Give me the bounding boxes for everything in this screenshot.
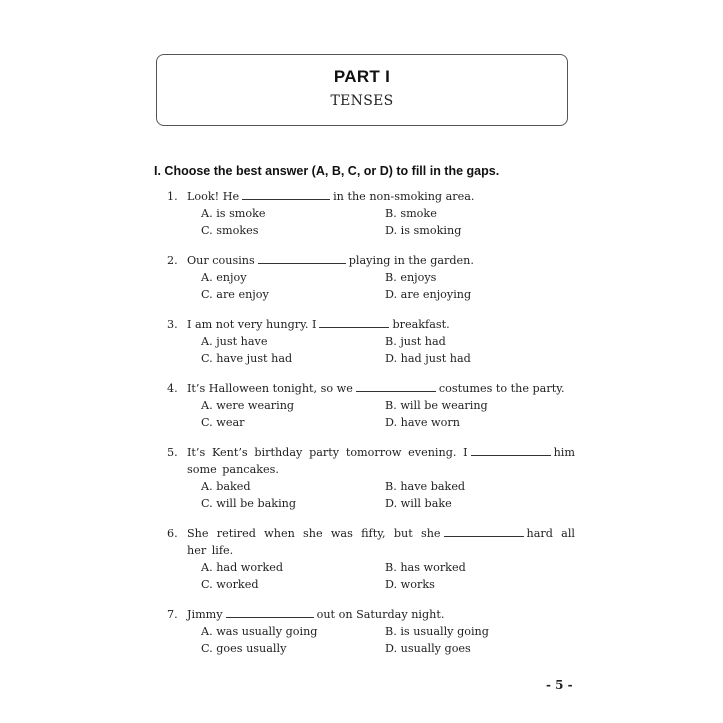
question-stem <box>167 316 575 333</box>
stem-after: him some pancakes. <box>187 446 575 476</box>
option-a[interactable]: A. baked <box>201 480 251 493</box>
answer-blank <box>226 608 314 618</box>
options-grid <box>201 269 575 303</box>
stem-before: She retired when she was fifty, but she <box>187 527 441 540</box>
option-c[interactable]: C. have just had <box>201 352 293 365</box>
option-c[interactable]: C. worked <box>201 578 259 591</box>
options-grid <box>201 333 575 367</box>
question-number: 5. <box>167 446 178 459</box>
question-stem <box>167 606 575 623</box>
option-a[interactable]: A. were wearing <box>201 399 295 412</box>
answer-blank <box>356 382 436 392</box>
stem-before: Jimmy <box>187 608 223 621</box>
stem-before: It’s Kent’s birthday party tomorrow evening. I <box>187 446 468 459</box>
options-grid <box>201 478 575 512</box>
stem-after: out on Saturday night. <box>316 608 445 621</box>
option-b[interactable]: B. enjoys <box>385 271 437 284</box>
option-c[interactable]: C. are enjoy <box>201 288 269 301</box>
option-d[interactable]: D. have worn <box>385 416 460 429</box>
answer-blank <box>444 527 524 537</box>
option-a[interactable]: A. was usually going <box>201 625 318 638</box>
option-a[interactable]: A. enjoy <box>201 271 247 284</box>
option-b[interactable]: B. is usually going <box>385 625 489 638</box>
options-grid <box>201 397 575 431</box>
question-number: 2. <box>167 254 178 267</box>
option-b[interactable]: B. just had <box>385 335 446 348</box>
option-b[interactable]: B. will be wearing <box>385 399 488 412</box>
options-grid <box>201 205 575 239</box>
stem-after: breakfast. <box>392 318 450 331</box>
question-stem <box>167 380 575 397</box>
part-heading: PART I <box>333 67 391 86</box>
option-d[interactable]: D. will bake <box>385 497 452 510</box>
stem-after: in the non-smoking area. <box>333 190 475 203</box>
option-d[interactable]: D. usually goes <box>385 642 471 655</box>
option-c[interactable]: C. wear <box>201 416 245 429</box>
option-d[interactable]: D. works <box>385 578 435 591</box>
question-stem <box>167 252 575 269</box>
stem-before: Look! He <box>187 190 240 203</box>
page-number: - 5 - <box>546 678 573 692</box>
question-stem <box>167 444 575 478</box>
question-number: 1. <box>167 190 178 203</box>
stem-after: costumes to the party. <box>438 382 565 395</box>
question-number: 7. <box>167 608 178 621</box>
option-a[interactable]: A. just have <box>201 335 268 348</box>
answer-blank <box>242 190 330 200</box>
option-c[interactable]: C. goes usually <box>201 642 287 655</box>
answer-blank <box>258 254 346 264</box>
option-b[interactable]: B. smoke <box>385 207 437 220</box>
section-instruction: I. Choose the best answer (A, B, C, or D) to fill in the gaps. <box>154 164 500 178</box>
answer-blank <box>319 318 389 328</box>
question-number: 4. <box>167 382 178 395</box>
question-5 <box>167 444 575 512</box>
stem-before: It’s Halloween tonight, so we <box>187 382 353 395</box>
question-stem <box>167 188 575 205</box>
question-4 <box>167 380 575 431</box>
option-c[interactable]: C. smokes <box>201 224 259 237</box>
option-d[interactable]: D. had just had <box>385 352 471 365</box>
option-b[interactable]: B. has worked <box>385 561 466 574</box>
option-c[interactable]: C. will be baking <box>201 497 297 510</box>
answer-blank <box>471 446 551 456</box>
question-2 <box>167 252 575 303</box>
part-title-box <box>156 54 568 126</box>
question-1 <box>167 188 575 239</box>
options-grid <box>201 623 575 657</box>
options-grid <box>201 559 575 593</box>
stem-after: hard all her life. <box>187 527 575 557</box>
topic-heading: TENSES <box>330 93 394 109</box>
question-3 <box>167 316 575 367</box>
option-d[interactable]: D. are enjoying <box>385 288 472 301</box>
option-b[interactable]: B. have baked <box>385 480 466 493</box>
question-number: 6. <box>167 527 178 540</box>
stem-after: playing in the garden. <box>348 254 474 267</box>
question-number: 3. <box>167 318 178 331</box>
option-a[interactable]: A. is smoke <box>201 207 266 220</box>
stem-before: Our cousins <box>187 254 255 267</box>
stem-before: I am not very hungry. I <box>187 318 317 331</box>
question-7 <box>167 606 575 657</box>
option-d[interactable]: D. is smoking <box>385 224 462 237</box>
question-6 <box>167 525 575 593</box>
question-stem <box>167 525 575 559</box>
option-a[interactable]: A. had worked <box>201 561 284 574</box>
